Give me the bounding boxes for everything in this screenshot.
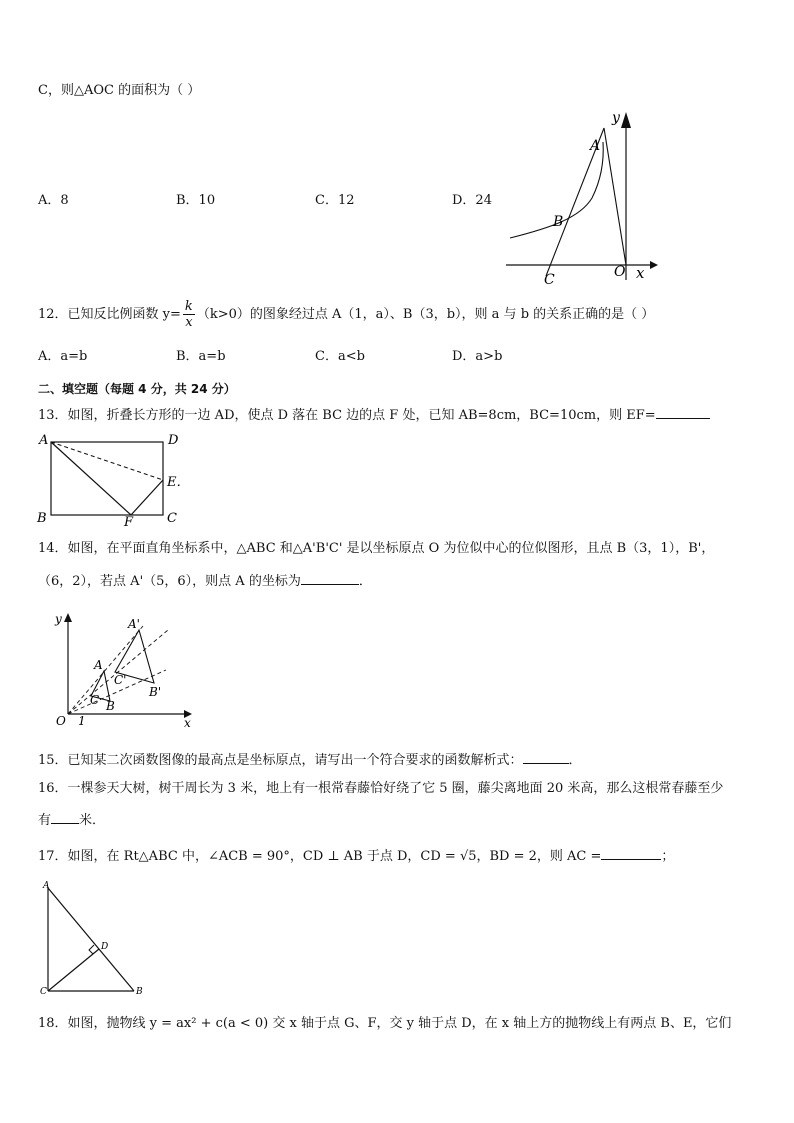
q17-text: 17．如图，在 Rt△ABC 中，∠ACB = 90°，CD ⊥ AB 于点 D，CD = √5，BD = 2，则 AC = [38,849,602,864]
q12-prefix: 12．已知反比例函数 y= [38,307,181,322]
q11-option-d: D．24 [452,193,492,208]
q13-label-b: B [37,511,47,526]
q14-line2-end: ． [358,574,372,589]
q15-end: ． [568,753,582,768]
q14-label-o: O [56,714,66,728]
q13-label-f: F [124,515,134,530]
q14-label-x: x [184,716,191,730]
q15-stem [38,750,582,770]
q17-end: ； [661,849,675,864]
q13-stem [38,405,710,425]
q11-label-y: y [612,110,620,126]
section-title: 二、填空题（每题 4 分，共 24 分） [38,382,236,396]
q17-figure [38,878,158,1003]
q14-line1: 14．如图，在平面直角坐标系中，△ABC 和△A'B'C' 是以坐标原点 O 为位似中心的位似图形，且点 B（3，1），B'， [38,541,715,556]
q14-label-y: y [55,612,62,626]
q14-line2-text: （6，2），若点 A'（5，6），则点 A 的坐标为 [38,574,301,589]
q13-blank [656,405,710,419]
q13-text: 13．如图，折叠长方形的一边 AD，使点 D 落在 BC 边的点 F 处，已知 AB=8cm，BC=10cm，则 EF= [38,408,656,423]
q14-label-a: A [94,658,103,672]
q17-label-c: C [40,987,47,997]
q13-label-a: A [39,433,49,448]
q17-stem [38,846,674,866]
q17-label-d: D [101,942,109,952]
q12-option-b: B．a=b [176,349,226,364]
q12-stem [38,298,654,332]
q18-stem: 18．如图，抛物线 y = ax² + c(a < 0) 交 x 轴于点 G、F，交 y 轴于点 D，在 x 轴上方的抛物线上有两点 B、E，它们 [38,1016,732,1031]
q11-option-a: A．8 [38,193,69,208]
q16-line2-end: 米． [79,813,106,828]
q16-blank [51,810,79,824]
q17-label-a: A [43,881,50,891]
q16-line2-start: 有 [38,813,52,828]
q11-option-b: B．10 [176,193,216,208]
q11-figure [500,108,660,288]
q11-label-x: x [636,264,645,282]
q14-figure [48,608,208,733]
q15-blank [523,750,569,764]
q12-option-a: A．a=b [38,349,88,364]
q12-frac-num: k [184,299,193,314]
q14-label-b-prime: B' [149,685,162,699]
q11-label-o: O [614,264,626,280]
q11-label-a: A [590,138,601,154]
q13-label-d: D [168,433,179,448]
q16-line2 [38,810,105,830]
q14-label-b: B [106,699,115,713]
q13-label-e: E． [167,475,190,490]
q16-line1: 16．一棵参天大树，树干周长为 3 米，地上有一根常春藤恰好绕了它 5 圈，藤尖离地面 20 米高，那么这根常春藤至少 [38,781,724,796]
q11-label-c: C [544,272,555,288]
q12-option-d: D．a>b [452,349,503,364]
q14-label-c-prime: C' [114,673,127,687]
q11-label-b: B [553,214,564,230]
q12-suffix: （k>0）的图象经过点 A（1，a）、B（3，b），则 a 与 b 的关系正确的是（ ） [196,307,655,322]
q12-frac-den: x [185,315,193,330]
q14-label-c: C [90,693,100,707]
q14-label-one: 1 [78,714,86,728]
q14-label-a-prime: A' [128,617,140,631]
q17-blank [601,846,661,860]
q11-option-c: C．12 [315,193,355,208]
q13-label-c: C [167,511,177,526]
q13-figure [36,430,196,530]
q11-stem: C，则△AOC 的面积为（ ） [38,83,201,98]
q17-label-b: B [136,987,143,997]
q14-blank [301,571,359,585]
q15-text: 15．已知某二次函数图像的最高点是坐标原点，请写出一个符合要求的函数解析式： [38,753,523,768]
q12-option-c: C．a<b [315,349,365,364]
q14-line2 [38,571,372,591]
q12-fraction [183,299,195,330]
